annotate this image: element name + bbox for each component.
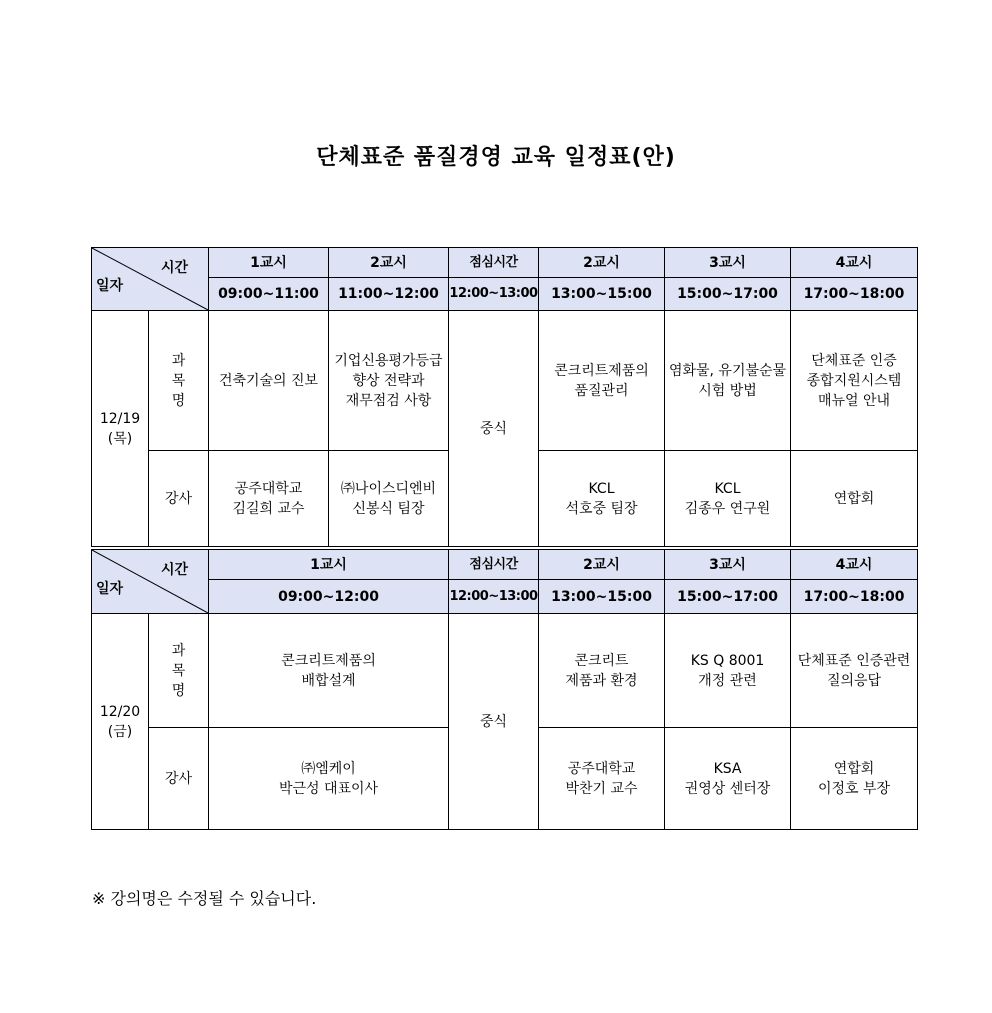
- time-4: 17:00~18:00: [791, 580, 918, 614]
- date-cell: 12/19 (목): [92, 311, 149, 547]
- period-lunch: 점심시간: [449, 248, 539, 278]
- period-4: 4교시: [791, 550, 918, 580]
- subject-label: 과 목 명: [149, 614, 209, 728]
- instructor-3: KCL 석호중 팀장: [539, 451, 665, 547]
- footnote: ※ 강의명은 수정될 수 있습니다.: [92, 889, 317, 908]
- page-title: 단체표준 품질경영 교육 일정표(안): [316, 145, 676, 170]
- period-2: 2교시: [329, 248, 449, 278]
- time-header-row: [92, 580, 918, 614]
- subject-4: 단체표준 인증관련 질의응답: [791, 614, 918, 728]
- subject-1: 콘크리트제품의 배합설계: [209, 614, 449, 728]
- time-header-row: [92, 278, 918, 311]
- subject-3: 콘크리트제품의 품질관리: [539, 311, 665, 451]
- period-1: 1교시: [209, 550, 449, 580]
- time-label: 시간: [160, 260, 188, 276]
- period-1: 1교시: [209, 248, 329, 278]
- instructor-3: KSA 권영상 센터장: [665, 728, 791, 830]
- schedule-table-day2: [91, 549, 918, 830]
- period-lunch: 점심시간: [449, 550, 539, 580]
- time-3: 13:00~15:00: [539, 278, 665, 311]
- header-corner-cell: [92, 248, 209, 311]
- lunch-cell: 중식: [449, 614, 539, 830]
- instructor-2: 공주대학교 박찬기 교수: [539, 728, 665, 830]
- time-3: 15:00~17:00: [665, 580, 791, 614]
- header-corner-cell: [92, 550, 209, 614]
- instructor-label: 강사: [149, 728, 209, 830]
- period-header-row: [92, 248, 918, 278]
- instructor-4: 연합회 이정호 부장: [791, 728, 918, 830]
- time-5: 17:00~18:00: [791, 278, 918, 311]
- instructor-5: 연합회: [791, 451, 918, 547]
- period-4: 3교시: [665, 248, 791, 278]
- time-1: 09:00~12:00: [209, 580, 449, 614]
- time-4: 15:00~17:00: [665, 278, 791, 311]
- subject-1: 건축기술의 진보: [209, 311, 329, 451]
- date-label: 일자: [96, 581, 124, 597]
- subject-3: KS Q 8001 개정 관련: [665, 614, 791, 728]
- instructor-2: ㈜나이스디엔비 신봉식 팀장: [329, 451, 449, 547]
- time-label: 시간: [160, 562, 188, 578]
- instructor-label: 강사: [149, 451, 209, 547]
- period-header-row: [92, 550, 918, 580]
- period-3: 2교시: [539, 248, 665, 278]
- lunch-cell: 중식: [449, 311, 539, 547]
- time-lunch: 12:00~13:00: [449, 278, 539, 311]
- subject-row: [92, 311, 918, 451]
- subject-5: 단체표준 인증 종합지원시스템 매뉴얼 안내: [791, 311, 918, 451]
- date-label: 일자: [96, 278, 124, 294]
- period-3: 3교시: [665, 550, 791, 580]
- time-2: 11:00~12:00: [329, 278, 449, 311]
- period-2: 2교시: [539, 550, 665, 580]
- subject-label: 과 목 명: [149, 311, 209, 451]
- period-5: 4교시: [791, 248, 918, 278]
- time-2: 13:00~15:00: [539, 580, 665, 614]
- time-1: 09:00~11:00: [209, 278, 329, 311]
- subject-2: 콘크리트 제품과 환경: [539, 614, 665, 728]
- schedule-table-day1: [91, 247, 918, 547]
- instructor-1: ㈜엠케이 박근성 대표이사: [209, 728, 449, 830]
- instructor-4: KCL 김종우 연구원: [665, 451, 791, 547]
- subject-4: 염화물, 유기불순물 시험 방법: [665, 311, 791, 451]
- time-lunch: 12:00~13:00: [449, 580, 539, 614]
- date-cell: 12/20 (금): [92, 614, 149, 830]
- subject-row: [92, 614, 918, 728]
- instructor-1: 공주대학교 김길희 교수: [209, 451, 329, 547]
- subject-2: 기업신용평가등급 향상 전략과 재무점검 사항: [329, 311, 449, 451]
